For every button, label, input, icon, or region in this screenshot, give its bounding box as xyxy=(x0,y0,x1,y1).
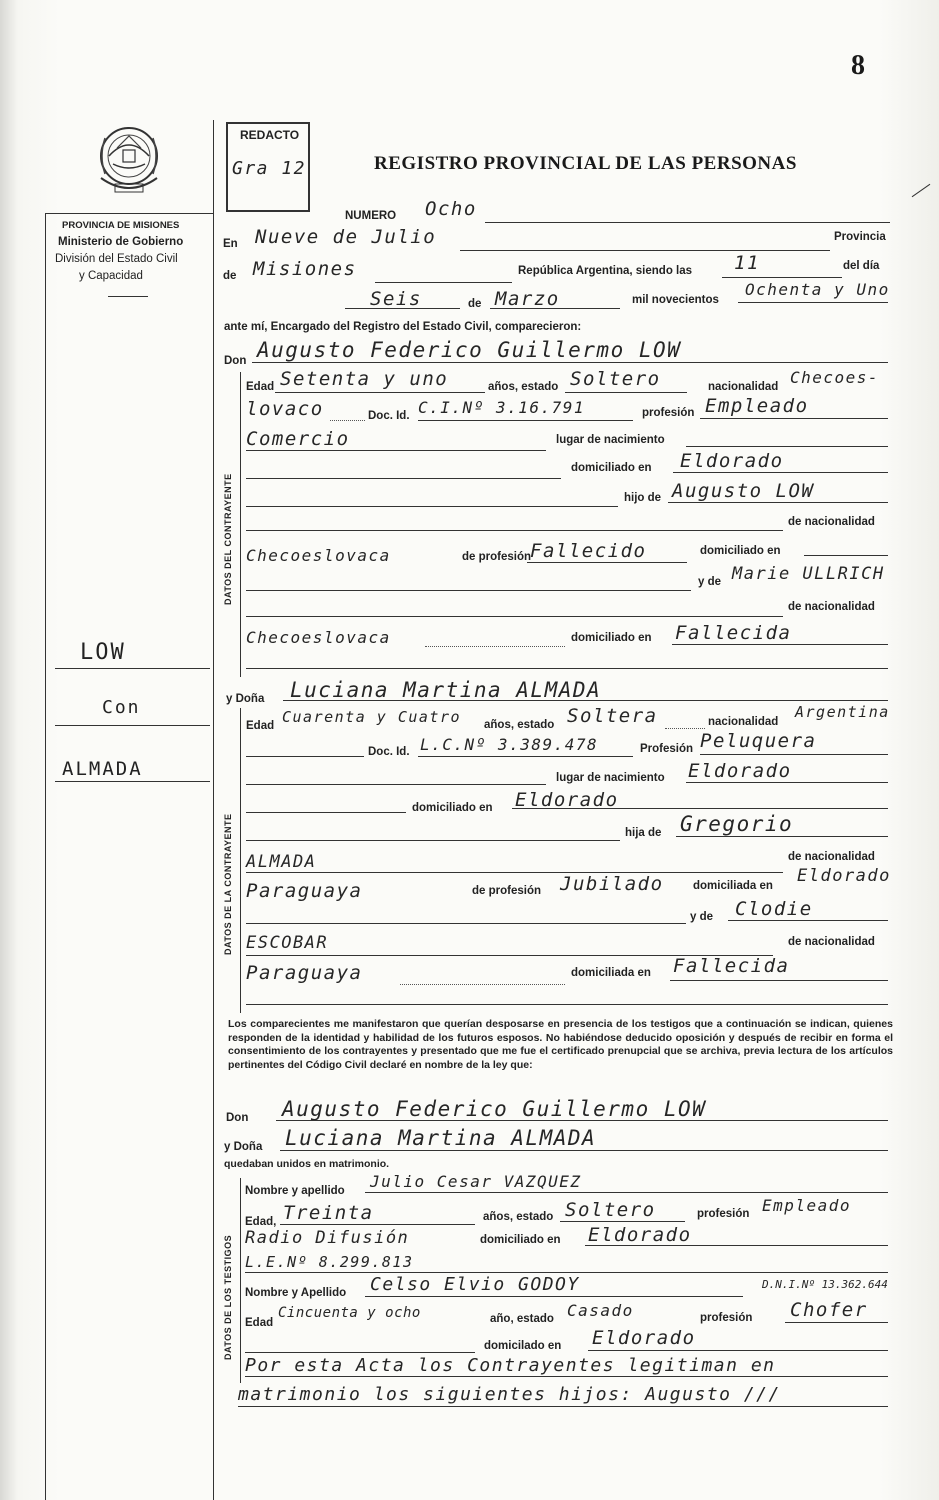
bride-mother-first: Clodie xyxy=(735,898,813,920)
witness2-age: Cincuenta y ocho xyxy=(278,1305,421,1321)
profesion-label: profesión xyxy=(642,407,695,419)
institution-line-3: División del Estado Civil xyxy=(55,253,178,265)
de-label: de xyxy=(223,270,237,282)
witness2-profession: Chofer xyxy=(790,1299,868,1321)
de-profesion-label: de profesión xyxy=(472,885,542,897)
nacionalidad-label: nacionalidad xyxy=(708,381,779,393)
bride-father-nationality: Paraguaya xyxy=(246,880,363,902)
datos-contrayente-label: DATOS DEL CONTRAYENTE xyxy=(223,473,233,605)
institution-divider xyxy=(108,296,148,297)
bride-father-last: ALMADA xyxy=(246,852,317,872)
witness2-address: Eldorado xyxy=(592,1327,696,1349)
bride-address: Eldorado xyxy=(515,789,619,811)
groom-nationality-a: Checoes- xyxy=(790,368,880,387)
provincia-label: Provincia xyxy=(834,231,886,243)
domiciliado-en-label: domiciliado en xyxy=(412,802,493,814)
left-column-border xyxy=(45,213,46,1500)
bride-age: Cuarenta y Cuatro xyxy=(282,708,462,726)
groom-mother: Marie ULLRICH xyxy=(732,564,885,584)
act-hour: 11 xyxy=(734,252,760,274)
coat-of-arms-emblem xyxy=(95,118,163,208)
left-column-top-border xyxy=(45,213,213,214)
mil-label: mil novecientos xyxy=(632,294,719,306)
bride-birthplace: Eldorado xyxy=(688,760,792,782)
bride-nationality: Argentina xyxy=(795,703,890,721)
dona-label: y Doña xyxy=(224,1141,263,1153)
groom-age: Setenta y uno xyxy=(280,368,449,390)
doc-label: Doc. Id. xyxy=(368,410,410,422)
domiciliada-en-label: domiciliada en xyxy=(693,880,773,892)
groom-profession-b: Comercio xyxy=(246,428,350,450)
del-dia-label: del día xyxy=(843,260,880,272)
bride-mother-nationality: Paraguaya xyxy=(246,962,363,984)
act-month: Marzo xyxy=(495,288,560,310)
numero-value: Ocho xyxy=(425,198,477,220)
edad-label: Edad xyxy=(246,720,275,732)
profesion-label: profesión xyxy=(697,1208,750,1220)
witness1-status: Soltero xyxy=(565,1199,656,1221)
page-number: 8 xyxy=(851,50,865,81)
legal-declaration: Los comparecientes me manifestaron que querían desposarse en presencia de los testigos que a continuación se indican, quienes responden de la identidad y habilidad de los futuros esposos. No habiéndose deducido oposición y después de recibir en forma el consentimiento de los contrayentes y presentado que me fue el certificado prenupcial que se archiva, previa lectura de los artículos pertinentes del Código Civil declaré en nombre de la ley que: xyxy=(228,1018,893,1071)
de-mes-label: de xyxy=(468,298,482,310)
bride-father-first: Gregorio xyxy=(680,812,794,836)
act-place: Nueve de Julio xyxy=(255,226,437,248)
groom-mother-address: Fallecida xyxy=(675,622,792,644)
de-nacionalidad-label: de nacionalidad xyxy=(788,516,875,528)
nombre-apellido-label: Nombre y apellido xyxy=(245,1185,345,1197)
don-label: Don xyxy=(226,1112,249,1124)
witness1-doc: L.E.Nº 8.299.813 xyxy=(245,1253,414,1271)
institution-line-4: y Capacidad xyxy=(79,270,143,282)
datos-contrayenta-label: DATOS DE LA CONTRAYENTE xyxy=(223,813,233,955)
edad-label: Edad xyxy=(246,381,275,393)
witness1-profession-b: Radio Difusión xyxy=(245,1228,410,1248)
main-column-border xyxy=(213,120,214,1500)
ano-estado-label: año, estado xyxy=(490,1313,554,1325)
title-side-mark xyxy=(912,184,931,197)
witness1-profession-a: Empleado xyxy=(762,1196,852,1215)
groom-address: Eldorado xyxy=(680,450,784,472)
de-profesion-label: de profesión xyxy=(462,551,532,563)
numero-label: NUMERO xyxy=(345,210,397,222)
profesion-label: profesión xyxy=(700,1312,753,1324)
en-label: En xyxy=(223,238,238,250)
domiciliada-en-label: domiciliada en xyxy=(571,967,651,979)
groom-father-profession: Fallecido xyxy=(530,540,647,562)
doc-label: Doc. Id. xyxy=(368,746,410,758)
don-label: Don xyxy=(224,355,247,367)
domiciliado-en-label: domicilado en xyxy=(484,1340,562,1352)
bride-name: Luciana Martina ALMADA xyxy=(290,678,602,702)
de-nacionalidad-label: de nacionalidad xyxy=(788,851,875,863)
bride-status: Soltera xyxy=(567,705,658,727)
datos-testigos-label: DATOS DE LOS TESTIGOS xyxy=(223,1234,233,1360)
institution-line-1: PROVINCIA DE MISIONES xyxy=(62,220,180,231)
footer-note-line-2: matrimonio los siguientes hijos: Augusto /// xyxy=(238,1384,781,1405)
bride-profession: Peluquera xyxy=(700,730,817,752)
margin-surname-1: LOW xyxy=(80,640,126,665)
groom-name: Augusto Federico Guillermo LOW xyxy=(257,338,682,362)
margin-surname-2: ALMADA xyxy=(62,758,143,780)
witness1-age: Treinta xyxy=(283,1202,374,1224)
domiciliado-en-label: domiciliado en xyxy=(700,545,781,557)
de-nacionalidad-label: de nacionalidad xyxy=(788,601,875,613)
nacionalidad-label: nacionalidad xyxy=(708,716,779,728)
edad-label: Edad, xyxy=(245,1216,277,1228)
act-province: Misiones xyxy=(253,258,357,280)
act-day: Seis xyxy=(370,288,422,310)
hijo-de-label: hijo de xyxy=(624,492,662,504)
lugar-nac-label: lugar de nacimiento xyxy=(556,434,665,446)
ante-label: ante mí, Encargado del Registro del Estado Civil, comparecieron: xyxy=(224,321,582,333)
de-nacionalidad-label: de nacionalidad xyxy=(788,936,875,948)
union-bride-name: Luciana Martina ALMADA xyxy=(285,1126,597,1150)
margin-line-1 xyxy=(55,668,210,669)
witness2-doc: D.N.I.Nº 13.362.644 xyxy=(762,1278,888,1291)
groom-mother-nationality: Checoeslovaca xyxy=(246,628,391,647)
quedaban-label: quedaban unidos en matrimonio. xyxy=(224,1158,390,1170)
groom-father: Augusto LOW xyxy=(672,480,815,502)
anos-estado-label: años, estado xyxy=(484,719,555,731)
redacto-label: REDACTO xyxy=(240,128,300,142)
edad-label: Edad xyxy=(245,1317,274,1329)
margin-con: Con xyxy=(102,697,141,718)
groom-profession-a: Empleado xyxy=(705,395,809,417)
bride-father-profession: Jubilado xyxy=(560,873,664,895)
lugar-nac-label: lugar de nacimiento xyxy=(556,772,665,784)
groom-nationality-b: lovaco xyxy=(246,398,324,420)
redacto-note: Gra 12 xyxy=(232,158,307,179)
footer-note-line-1: Por esta Acta los Contrayentes legitiman en xyxy=(245,1355,776,1376)
anos-estado-label: años, estado xyxy=(488,381,559,393)
institution-line-2: Ministerio de Gobierno xyxy=(58,236,184,248)
bride-doc: L.C.Nº 3.389.478 xyxy=(420,735,599,754)
domiciliado-en-label: domiciliado en xyxy=(571,632,652,644)
act-year: Ochenta y Uno xyxy=(745,280,890,299)
groom-father-nationality: Checoeslovaca xyxy=(246,546,391,565)
dona-label: y Doña xyxy=(226,693,265,705)
nombre-apellido-label: Nombre y Apellido xyxy=(245,1287,347,1299)
witness1-address: Eldorado xyxy=(588,1224,692,1246)
groom-doc: C.I.Nº 3.16.791 xyxy=(418,398,585,417)
witness1-name: Julio Cesar VAZQUEZ xyxy=(370,1172,582,1191)
y-de-label: y de xyxy=(690,911,714,923)
anos-estado-label: años, estado xyxy=(483,1211,554,1223)
hija-de-label: hija de xyxy=(625,827,662,839)
domiciliado-en-label: domiciliado en xyxy=(480,1234,561,1246)
register-title: REGISTRO PROVINCIAL DE LAS PERSONAS xyxy=(374,153,797,174)
union-groom-name: Augusto Federico Guillermo LOW xyxy=(282,1097,707,1121)
groom-status: Soltero xyxy=(570,368,661,390)
domiciliado-en-label: domiciliado en xyxy=(571,462,652,474)
margin-line-2 xyxy=(55,725,210,726)
y-de-label: y de xyxy=(698,576,722,588)
bride-mother-address: Fallecida xyxy=(673,955,790,977)
bride-mother-last: ESCOBAR xyxy=(246,933,329,953)
witness2-name: Celso Elvio GODOY xyxy=(370,1274,580,1295)
margin-line-3 xyxy=(55,781,210,782)
republica-label: República Argentina, siendo las xyxy=(518,265,693,277)
witness2-status: Casado xyxy=(567,1301,634,1320)
profesion-label: Profesión xyxy=(640,743,694,755)
bride-father-address: Eldorado xyxy=(797,866,891,886)
